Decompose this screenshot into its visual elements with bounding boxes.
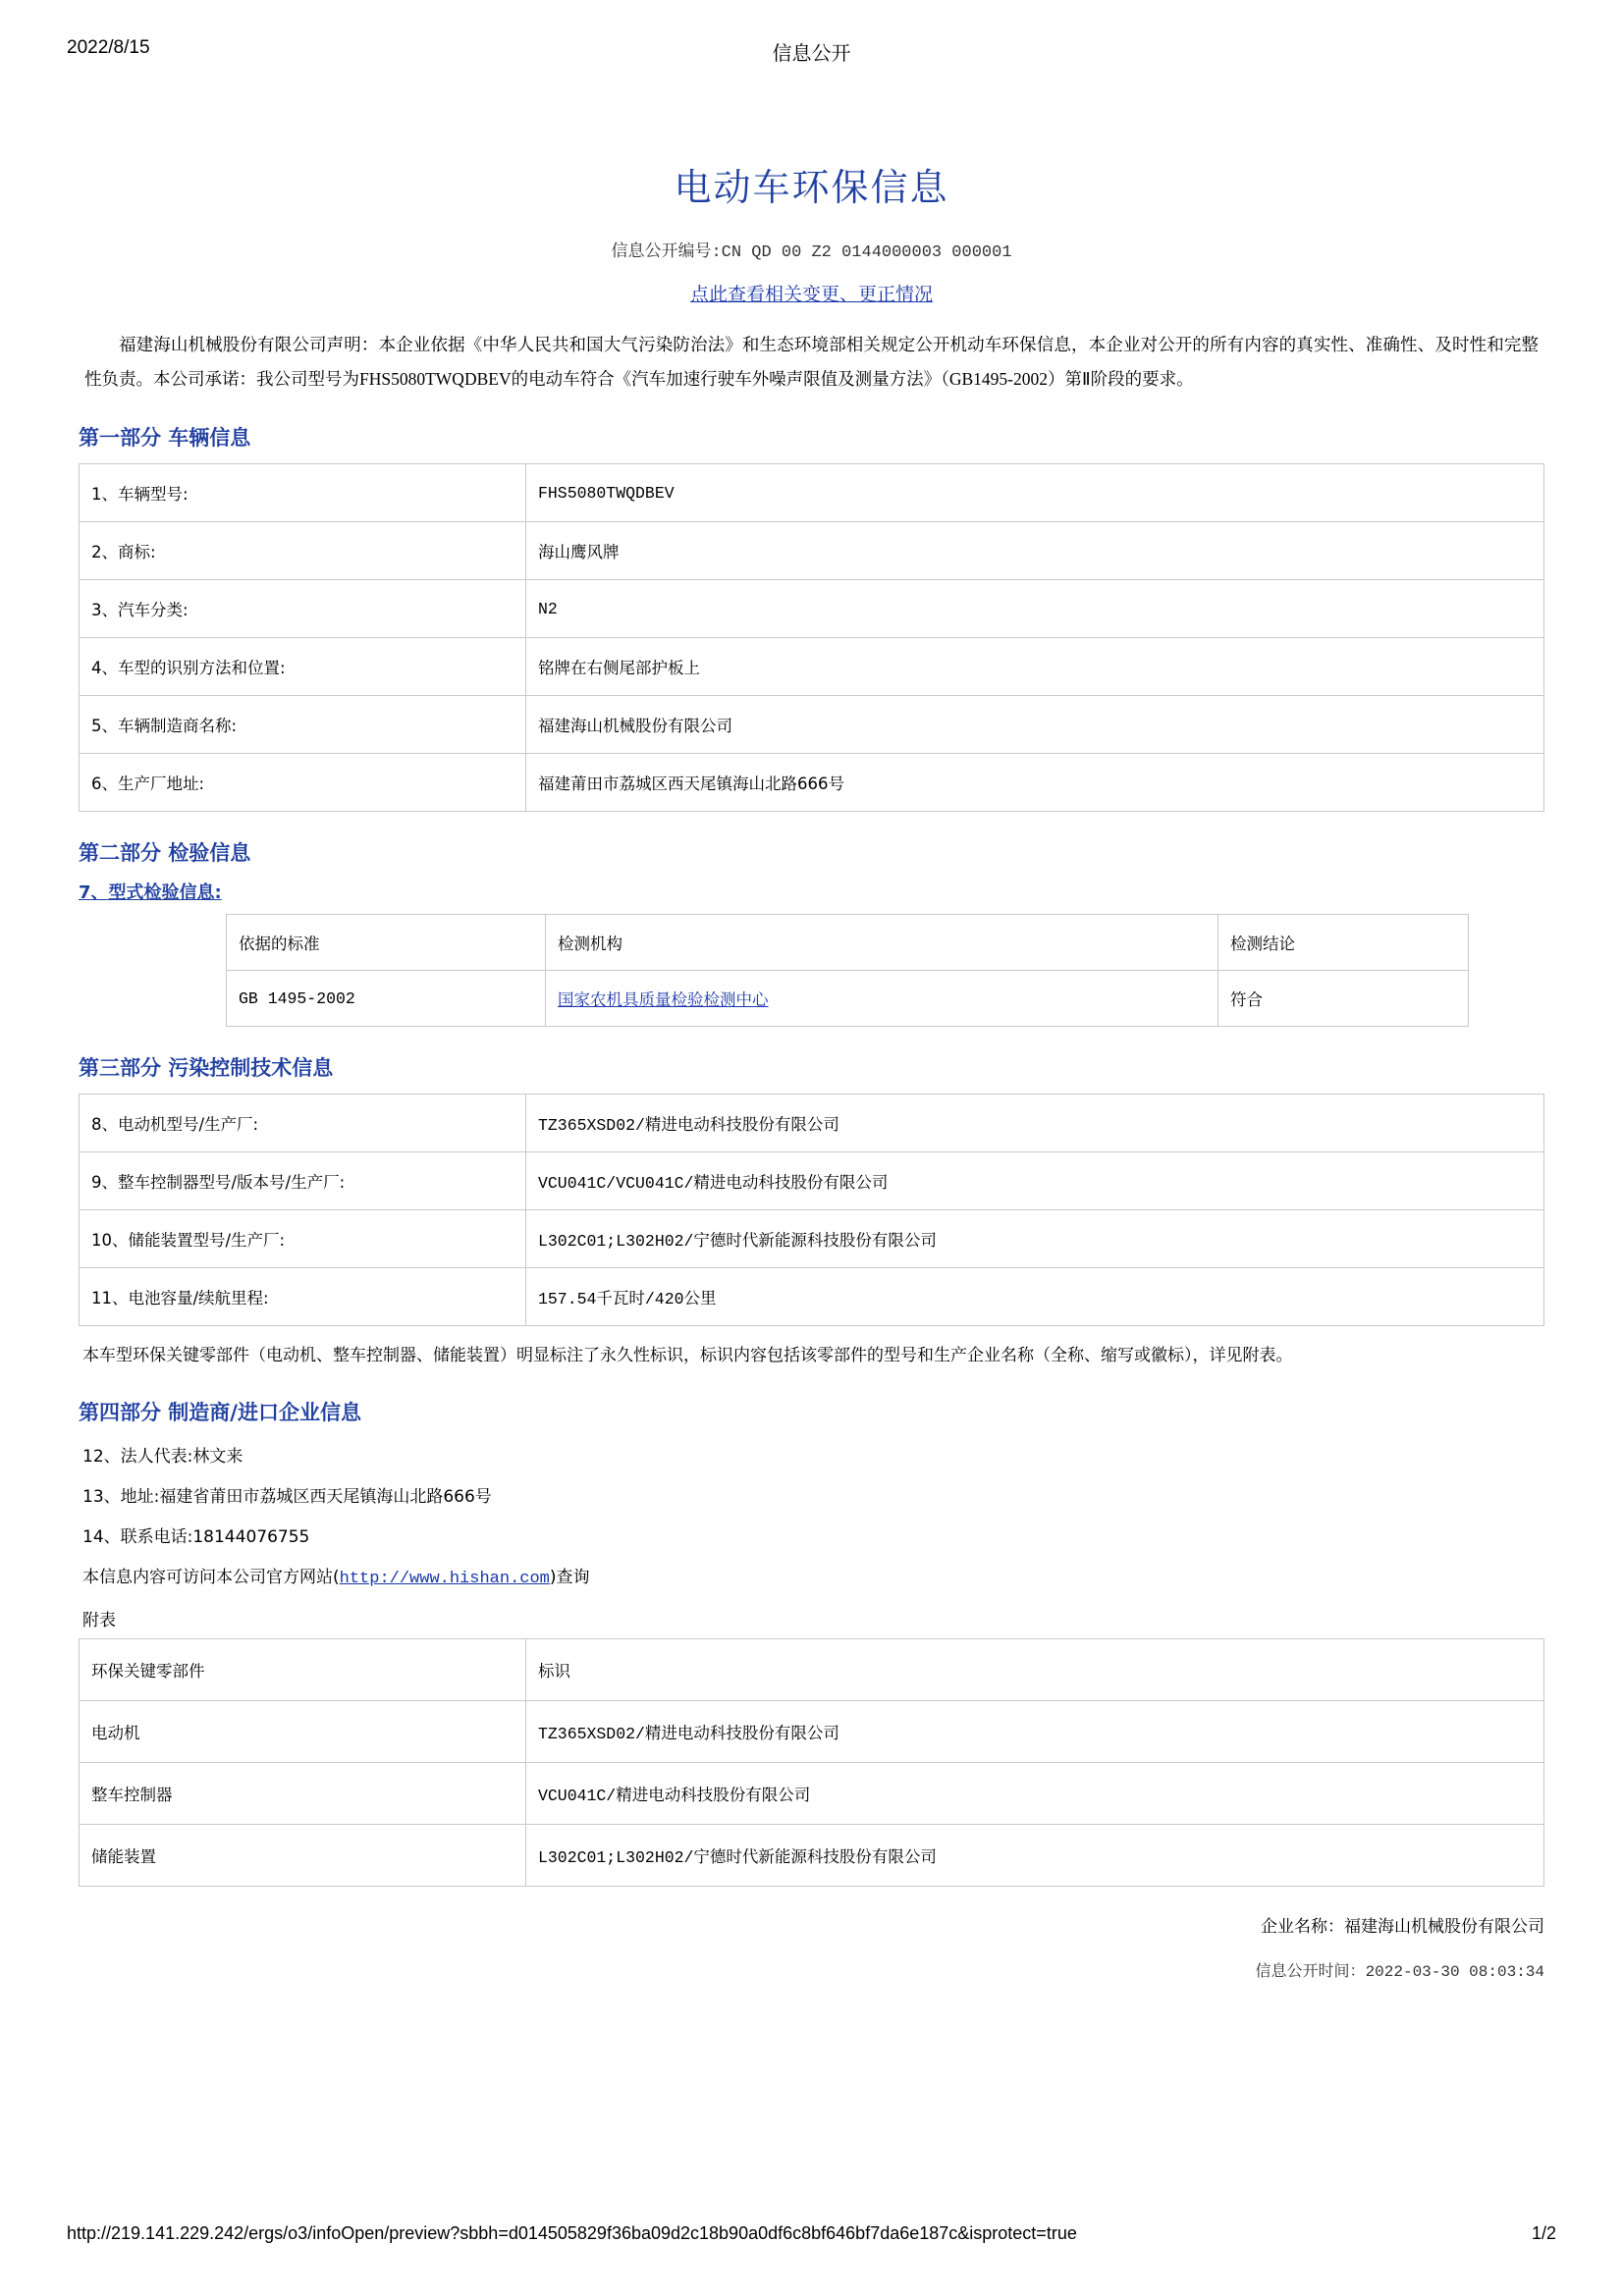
table-row <box>80 1701 1544 1763</box>
row-value: 福建海山机械股份有限公司 <box>526 696 1544 754</box>
table-row <box>80 1825 1544 1887</box>
cell-standard: GB 1495-2002 <box>227 971 546 1027</box>
row-value: 海山鹰风牌 <box>526 522 1544 580</box>
column-header-conclusion: 检测结论 <box>1218 915 1469 971</box>
cell-part: 整车控制器 <box>80 1763 526 1825</box>
table-row <box>80 754 1544 812</box>
publish-time-label: 信息公开时间： <box>1255 1961 1366 1981</box>
row-label: 2、商标: <box>80 522 526 580</box>
row-label: 8、电动机型号/生产厂: <box>80 1095 526 1152</box>
print-header <box>0 37 1623 65</box>
section-3-heading: 第三部分 污染控制技术信息 <box>79 1056 334 1080</box>
row-value: 157.54千瓦时/420公里 <box>526 1268 1544 1326</box>
table-row <box>80 1763 1544 1825</box>
table-row <box>80 1210 1544 1268</box>
print-page-number: 1/2 <box>1531 2223 1556 2243</box>
official-website-link[interactable]: http://www.hishan.com <box>339 1570 550 1589</box>
company-signature <box>79 1912 1544 1937</box>
table-header-row <box>227 915 1469 971</box>
official-website-line <box>82 1563 1541 1588</box>
legal-representative: 12、法人代表:林文来 <box>82 1447 243 1468</box>
inspection-table <box>226 914 1469 1027</box>
row-label: 1、车辆型号: <box>80 464 526 522</box>
section-4-heading: 第四部分 制造商/进口企业信息 <box>79 1401 361 1425</box>
vehicle-info-table <box>79 463 1544 812</box>
section-2-heading: 第二部分 检验信息 <box>79 841 251 865</box>
company-name-value: 福建海山机械股份有限公司 <box>1344 1917 1544 1938</box>
agency-link[interactable]: 国家农机具质量检验检测中心 <box>558 990 769 1009</box>
publish-time <box>79 1958 1544 1981</box>
section-1-heading: 第一部分 车辆信息 <box>79 426 251 450</box>
column-header-standard: 依据的标准 <box>227 915 546 971</box>
row-label: 3、汽车分类: <box>80 580 526 638</box>
print-title: 信息公开 <box>772 43 851 65</box>
change-record-link-wrap <box>79 280 1544 306</box>
company-statement: 福建海山机械股份有限公司声明：本企业依据《中华人民共和国大气污染防治法》和生态环境部相关规定公开机动车环保信息，本企业对公开的所有内容的真实性、准确性、及时性和完整性负责。本公司承诺：我公司型号为FHS5080TWQDBEV的电动车符合《汽车加速行驶车外噪声限值及测量方法》（GB1495-2002）第Ⅱ阶段的要求。 <box>84 335 1539 389</box>
row-label: 5、车辆制造商名称: <box>80 696 526 754</box>
website-suffix: )查询 <box>549 1568 590 1588</box>
website-prefix: 本信息内容可访问本公司官方网站( <box>82 1568 340 1588</box>
document-content <box>79 128 1544 1981</box>
table-row <box>80 1268 1544 1326</box>
row-value: 铭牌在右侧尾部护板上 <box>526 638 1544 696</box>
row-label: 9、整车控制器型号/版本号/生产厂: <box>80 1152 526 1210</box>
row-value: L302C01;L302H02/宁德时代新能源科技股份有限公司 <box>526 1210 1544 1268</box>
attachment-label: 附表 <box>82 1611 116 1631</box>
cell-part: 储能装置 <box>80 1825 526 1887</box>
page-title: 电动车环保信息 <box>674 166 949 209</box>
company-address: 13、地址:福建省莆田市荔城区西天尾镇海山北路666号 <box>82 1487 492 1508</box>
print-url: http://219.141.229.242/ergs/o3/infoOpen/preview?sbbh=d014505829f36ba09d2c18b90a0df6c8bf646bf7da6e187c&isprotect=true <box>67 2223 1077 2243</box>
table-row <box>80 522 1544 580</box>
disclosure-number: 信息公开编号:CN QD 00 Z2 0144000003 000001 <box>611 243 1012 262</box>
pollution-control-table <box>79 1094 1544 1326</box>
pollution-control-note: 本车型环保关键零部件（电动机、整车控制器、储能装置）明显标注了永久性标识，标识内容包括该零部件的型号和生产企业名称（全称、缩写或徽标），详见附表。 <box>82 1346 1293 1364</box>
print-footer <box>0 2223 1623 2249</box>
row-value: N2 <box>526 580 1544 638</box>
row-label: 4、车型的识别方法和位置: <box>80 638 526 696</box>
row-value: FHS5080TWQDBEV <box>526 464 1544 522</box>
row-label: 10、储能装置型号/生产厂: <box>80 1210 526 1268</box>
table-row <box>80 638 1544 696</box>
cell-conclusion: 符合 <box>1218 971 1469 1027</box>
attachment-table <box>79 1638 1544 1887</box>
column-header-mark: 标识 <box>526 1639 1544 1701</box>
row-label: 6、生产厂地址: <box>80 754 526 812</box>
print-date: 2022/8/15 <box>67 37 150 58</box>
row-value: TZ365XSD02/精进电动科技股份有限公司 <box>526 1095 1544 1152</box>
cell-part: 电动机 <box>80 1701 526 1763</box>
contact-phone: 14、联系电话:18144076755 <box>82 1527 310 1548</box>
table-header-row <box>80 1639 1544 1701</box>
column-header-agency: 检测机构 <box>546 915 1218 971</box>
table-row <box>80 464 1544 522</box>
section-2-subheading: 7、型式检验信息: <box>79 882 222 903</box>
company-name-label: 企业名称： <box>1261 1917 1344 1938</box>
table-row <box>80 1095 1544 1152</box>
row-value: 福建莆田市荔城区西天尾镇海山北路666号 <box>526 754 1544 812</box>
change-record-link[interactable]: 点此查看相关变更、更正情况 <box>689 284 933 305</box>
table-row <box>80 1152 1544 1210</box>
column-header-part: 环保关键零部件 <box>80 1639 526 1701</box>
row-value: VCU041C/VCU041C/精进电动科技股份有限公司 <box>526 1152 1544 1210</box>
cell-agency <box>546 971 1218 1027</box>
table-row <box>80 580 1544 638</box>
table-row <box>80 696 1544 754</box>
table-row <box>227 971 1469 1027</box>
cell-mark: TZ365XSD02/精进电动科技股份有限公司 <box>526 1701 1544 1763</box>
cell-mark: VCU041C/精进电动科技股份有限公司 <box>526 1763 1544 1825</box>
publish-time-value: 2022-03-30 08:03:34 <box>1365 1963 1544 1982</box>
cell-mark: L302C01;L302H02/宁德时代新能源科技股份有限公司 <box>526 1825 1544 1887</box>
row-label: 11、电池容量/续航里程: <box>80 1268 526 1326</box>
